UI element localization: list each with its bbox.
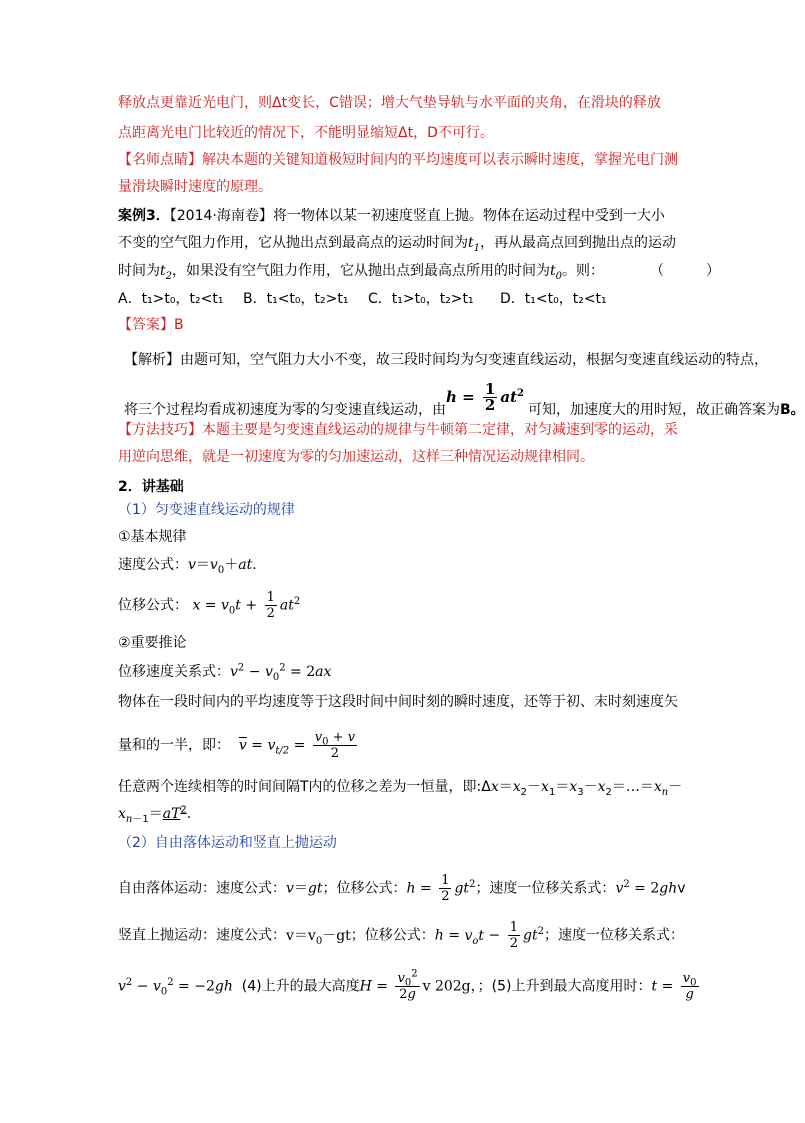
analysis-answer-b: B。 xyxy=(780,402,805,418)
tip-text: 解决本题的关键知道极短时间内的平均速度可以表示瞬时速度，掌握光电门测 xyxy=(202,152,678,168)
free-fall-line: 自由落体运动：速度公式：v＝gt；位移公式：h = $\frac{1}{2}$ $gt^2$；速度一位移关系式：$v^2 = 2ghv$ xyxy=(118,873,686,904)
max-time-label: ；(5)上升到最大高度用时： xyxy=(477,978,652,995)
answer-bracket: （ ） xyxy=(650,263,720,279)
rule-heading: ①基本规律 xyxy=(118,529,187,545)
displacement-formula-line: 位移公式： $x = v_0t$ + $\frac{1}{2}$ $at^2$ xyxy=(118,590,301,621)
tip-line-2: 量滑块瞬时速度的原理。 xyxy=(118,179,272,195)
formula-h-half-at2: h = $\frac{1}{2}$ $at^2$ xyxy=(446,380,524,414)
option-b: B．t₁<t₀，t₂>t₁ xyxy=(243,291,349,307)
vx-relation-line: 位移速度关系式：$v^2 - v_0^2 = 2ax$ xyxy=(118,662,332,683)
upward-speed-label: 速度公式： xyxy=(216,927,286,944)
average-velocity-line-1: 物体在一段时间内的平均速度等于这段时间中间时刻的瞬时速度，还等于初、末时刻速度矢 xyxy=(118,694,678,710)
velocity-label: 速度公式： xyxy=(118,557,188,573)
method-label: 【方法技巧】 xyxy=(118,422,202,438)
velocity-formula-line: 速度公式：$v=v_0+at$. xyxy=(118,557,257,576)
max-height-line: $v^2 - v_0^2 = -2gh$ (4)上升的最大高度H = $\frac{v_0^2}{2g}$ v 202g，；(5)上升到最大高度用时：t = $\frac{v_0}{g}$ xyxy=(118,968,697,1002)
analysis-line-2b xyxy=(528,400,805,420)
t1-symbol: $t_1$ xyxy=(468,235,481,254)
answer-line xyxy=(118,315,184,335)
stray-v: v xyxy=(677,880,686,897)
continuation-line-2: 点距离光电门比较近的情况下，不能明显缩短Δt，D不可行。 xyxy=(118,125,494,141)
case3-q1: 将一物体以某一初速度竖直上抛。物体在运动过程中受到一大小 xyxy=(272,208,665,224)
case3-source: 【2014·海南卷】 xyxy=(169,208,273,224)
displacement-label: 位移公式： xyxy=(118,597,188,614)
free-fall-label: 自由落体运动： xyxy=(118,880,216,897)
case3-q3a: 时间为 xyxy=(118,263,160,279)
upward-label: 竖直上抛运动： xyxy=(118,927,216,944)
answer-label: 【答案】 xyxy=(118,317,174,333)
avg-label: 量和的一半，即： xyxy=(118,737,230,754)
case3-q3b: ，如果没有空气阻力作用，它从抛出点到最高点所用的时间为 xyxy=(172,263,551,279)
basics-heading: 2．讲基础 xyxy=(118,479,184,495)
analysis-line-2a: 将三个过程均看成初速度为零的匀变速直线运动，由 xyxy=(124,402,446,418)
upward-vd-label: ；速度一位移关系式： xyxy=(543,927,684,944)
case3-q2a: 不变的空气阻力作用，它从抛出点到最高点的运动时间为 xyxy=(118,235,468,251)
analysis-text-2b: 可知，加速度大的用时短，故正确答案为 xyxy=(528,402,780,418)
upward-disp-label: ；位移公式： xyxy=(350,927,435,944)
method-line-2: 用逆向思维，就是一初速度为零的匀加速运动，这样三种情况运动规律相同。 xyxy=(118,449,594,465)
upward-throw-line: 竖直上抛运动：速度公式：$v=v_0-gt$；位移公式：$h = v_ot$ − $\frac{1}{2}$ $gt^2$；速度一位移关系式： xyxy=(118,920,684,951)
inference-heading: ②重要推论 xyxy=(118,635,187,651)
analysis-text-1: 由题可知，空气阻力大小不变，故三段时间均为匀变速直线运动，根据匀变速直线运动的特点， xyxy=(180,352,768,368)
case3-line-3 xyxy=(118,261,604,281)
free-fall-vd-label: ；速度一位移关系式： xyxy=(475,880,616,897)
stray-text: v 202g， xyxy=(422,978,478,995)
case3-q2b: ，再从最高点回到抛出点的运动 xyxy=(480,235,677,251)
case3-line-2 xyxy=(118,233,676,253)
displacement-diff-line-1: 任意两个连续相等的时间间隔T内的位移之差为一恒量，即$:\Delta x=x_2-x_1=x_3-x_2=\dots=x_n-$ xyxy=(118,779,683,798)
tip-label: 【名师点睛】 xyxy=(118,152,202,168)
case3-q3c: 。则： xyxy=(562,263,605,279)
sub-heading-2: （2）自由落体运动和竖直上抛运动 xyxy=(118,835,337,851)
free-fall-disp-label: ；位移公式： xyxy=(322,880,407,897)
continuation-line-1: 释放点更靠近光电门，则Δt变长，C错误；增大气垫导轨与水平面的夹角，在滑块的释放 xyxy=(118,95,661,111)
analysis-line-1 xyxy=(124,350,768,370)
vx-label: 位移速度关系式： xyxy=(118,664,230,680)
sub-heading-1: （1）匀变速直线运动的规律 xyxy=(118,502,295,518)
case3-line-1 xyxy=(118,206,665,226)
diff-text: 任意两个连续相等的时间间隔T内的位移之差为一恒量，即: xyxy=(118,779,482,795)
free-fall-speed-label: 速度公式： xyxy=(216,880,286,897)
max-height-label: (4)上升的最大高度 xyxy=(241,978,360,995)
answer-value: B xyxy=(174,317,184,333)
t2-symbol: $t_2$ xyxy=(160,263,173,282)
analysis-label: 【解析】 xyxy=(124,352,180,368)
average-velocity-line-2: 量和的一半，即： $\overline{v} = v_{t/2}$ = $\frac{v_0 + v}{2}$ xyxy=(118,730,356,761)
option-d: D．t₁<t₀，t₂<t₁ xyxy=(500,291,607,307)
t0-symbol: $t_0$ xyxy=(550,263,563,282)
displacement-diff-line-2: $x_{n-1}=aT^2$. xyxy=(118,804,192,825)
case3-label: 案例3． xyxy=(118,208,170,224)
tip-line-1 xyxy=(118,150,678,170)
option-c: C．t₁>t₀，t₂>t₁ xyxy=(368,291,474,307)
method-text-1: 本题主要是匀变速直线运动的规律与牛顿第二定律，对匀减速到零的运动，采 xyxy=(202,422,678,438)
method-line-1 xyxy=(118,420,678,440)
option-a: A．t₁>t₀，t₂<t₁ xyxy=(118,291,224,307)
